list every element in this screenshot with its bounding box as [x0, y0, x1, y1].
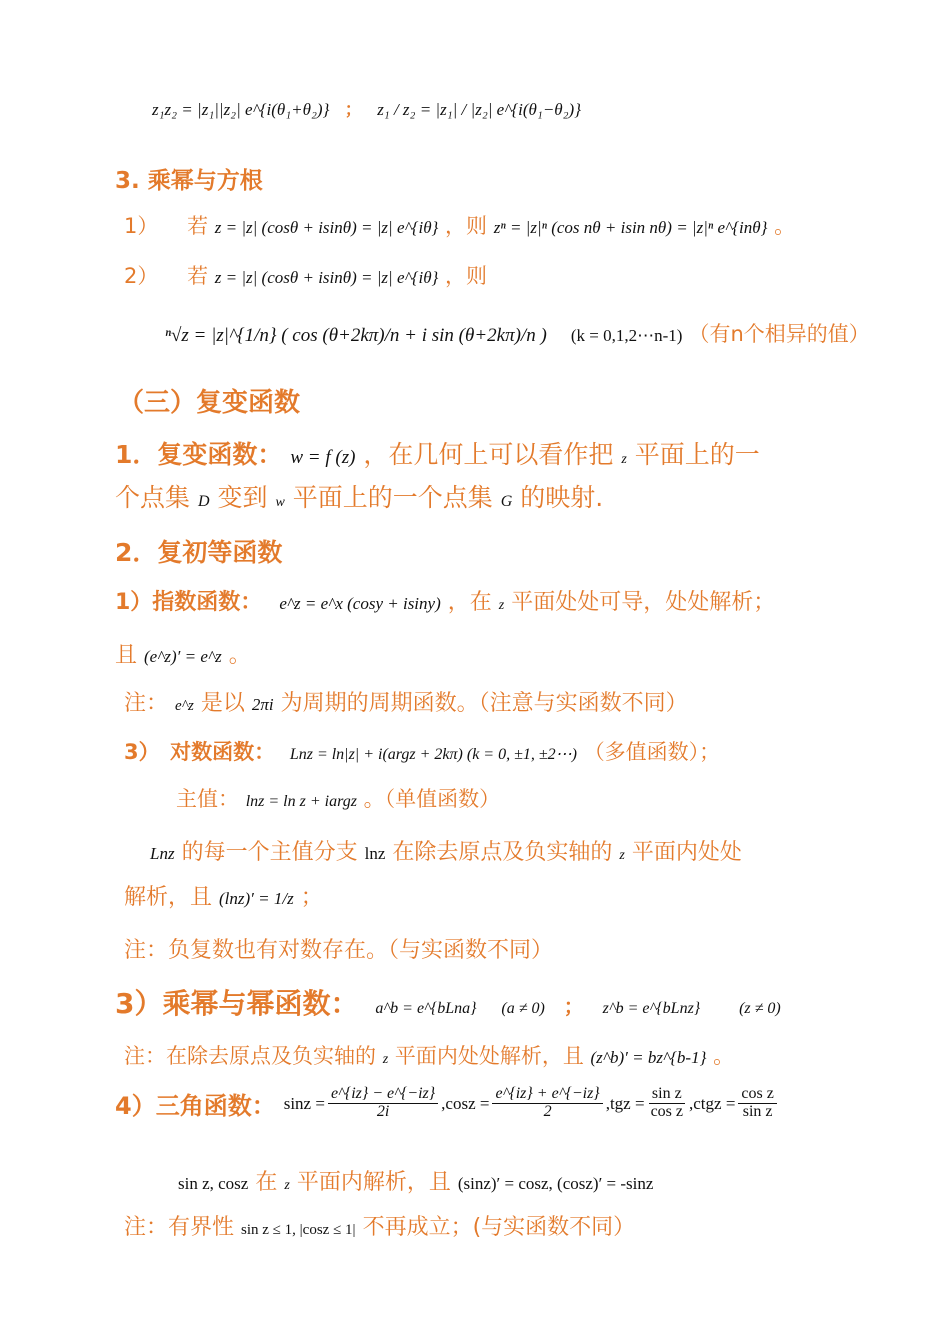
- def1-text-e: 平面上的一个点集: [292, 483, 493, 512]
- exp-note: [124, 686, 688, 717]
- trig-label: 4）三角函数：: [115, 1092, 276, 1120]
- def1-formula: w = f (z): [290, 447, 356, 468]
- exp-note-b: 是以: [200, 691, 245, 716]
- power-note-b: 平面内处处解析，且: [394, 1044, 584, 1068]
- power-note-end: 。: [713, 1044, 735, 1068]
- log-main-label: 主值：: [176, 787, 239, 811]
- trig-note-b: 不再成立；(与实函数不同）: [362, 1215, 636, 1240]
- log-paragraph-line1: [150, 835, 742, 866]
- trig-tg-numerator: sin z: [649, 1086, 685, 1104]
- def1-text-f: 的映射.: [520, 483, 604, 512]
- exp-text-c: 且: [115, 643, 138, 668]
- def1-w: w: [275, 495, 285, 510]
- exp-label: 1）指数函数：: [115, 590, 263, 615]
- exp-line1: [115, 585, 775, 616]
- def1-D: D: [197, 493, 210, 510]
- item-2-pre: 若: [187, 264, 209, 288]
- item-1: [124, 210, 795, 240]
- log-main-value: [176, 783, 500, 813]
- item-1-formula-2: zⁿ = |z|ⁿ (cos nθ + isin nθ) = |z|ⁿ e^{inθ}: [493, 218, 768, 237]
- root-note: （有n个相异的值）: [688, 322, 870, 346]
- power-note-z: z: [382, 1052, 389, 1067]
- item-2: [124, 260, 487, 290]
- log-line1: [124, 736, 720, 766]
- log-paragraph-line2: [124, 880, 323, 911]
- power-line: [115, 982, 781, 1022]
- trig-ctg-numerator: cos z: [738, 1086, 776, 1104]
- log-label: 3） 对数函数：: [124, 740, 276, 764]
- item-1-end: 。: [774, 214, 796, 238]
- def1-z: z: [621, 452, 627, 467]
- def1-G: G: [500, 493, 513, 510]
- trig-ctg-denominator: sin z: [742, 1103, 773, 1120]
- exp-note-c: 为周期的周期函数。（注意与实函数不同）: [280, 691, 688, 716]
- trig-tg-denominator: cos z: [650, 1103, 683, 1120]
- trig-cos-lhs: ,cosz =: [441, 1093, 490, 1113]
- trig-sin-denominator: 2i: [376, 1103, 390, 1120]
- def1-label: 1．复变函数：: [115, 440, 283, 469]
- trig-sin-fraction: [328, 1086, 438, 1121]
- trig-ctg-fraction: [738, 1086, 776, 1121]
- trig-sin-lhs: sinz =: [283, 1093, 325, 1113]
- exp-line2: [115, 638, 251, 669]
- power-sep: ；: [563, 994, 584, 1018]
- log-p-end: ；: [300, 885, 323, 910]
- exp-derivative: (e^z)′ = e^z: [144, 647, 222, 666]
- trig-p-derivative: (sinz)′ = cosz, (cosz)′ = -sinz: [457, 1174, 654, 1193]
- exp-z: z: [498, 598, 505, 613]
- log-p-b: 在除去原点及负实轴的: [392, 840, 613, 865]
- power-note: [124, 1040, 734, 1070]
- def1-text-a: ，在几何上可以看作把: [363, 440, 614, 469]
- product-formula: z₁z₂ = |z₁||z₂| e^{i(θ₁+θ₂)}: [152, 100, 330, 119]
- separator: ；: [344, 100, 362, 120]
- exp-end: 。: [228, 643, 251, 668]
- quotient-formula: z₁ / z₂ = |z₁| / |z₂| e^{i(θ₁−θ₂)}: [377, 100, 582, 119]
- trig-p-funcs: sin z, cosz: [178, 1174, 249, 1193]
- trig-cos-denominator: 2: [543, 1103, 552, 1120]
- power-formula-b: z^b = e^{bLnz}: [602, 1000, 701, 1017]
- log-p-derivative: (lnz)′ = 1/z: [219, 889, 294, 908]
- trig-note-formula: sin z ≤ 1, |cosz ≤ 1|: [241, 1222, 356, 1238]
- item-1-pre: 若: [187, 214, 209, 238]
- trig-note-a: 注：有界性: [124, 1215, 235, 1240]
- root-formula: ⁿ√z = |z|^{1/n} ( cos (θ+2kπ)/n + i sin (θ+2kπ)/n ): [165, 325, 547, 346]
- power-cond-a: (a ≠ 0): [501, 1000, 545, 1017]
- log-formula: Lnz = ln|z| + i(argz + 2kπ) (k = 0, ±1, ±2⋯): [289, 746, 577, 763]
- part-title-complex-functions: （三）复变函数: [118, 388, 301, 418]
- k-condition: (k = 0,1,2⋯n-1): [570, 326, 683, 345]
- root-formula-line: [165, 318, 870, 348]
- power-note-a: 注：在除去原点及负实轴的: [124, 1044, 376, 1068]
- def1-text-c: 个点集: [115, 483, 191, 512]
- power-cond-b: (z ≠ 0): [739, 1000, 781, 1017]
- item-1-formula: z = |z| (cosθ + isinθ) = |z| e^{iθ}: [214, 218, 439, 237]
- log-p-z: z: [619, 848, 625, 863]
- item-2-number: 2）: [124, 264, 159, 288]
- exp-text-b: 平面处处可导，处处解析；: [511, 590, 776, 615]
- formula-line-product: [152, 95, 581, 120]
- trig-cos-fraction: [492, 1086, 602, 1121]
- trig-note: [124, 1210, 635, 1241]
- item-1-number: 1）: [124, 214, 159, 238]
- trig-line: [115, 1086, 780, 1121]
- power-formula-a: a^b = e^{bLna}: [375, 1000, 477, 1017]
- item-1-mid: ，则: [445, 214, 488, 238]
- def1-line2: [115, 478, 603, 514]
- exp-formula: e^z = e^x (cosy + isiny): [279, 594, 441, 613]
- power-note-derivative: (z^b)′ = bz^{b-1}: [590, 1048, 707, 1067]
- log-main-note: 。（单值函数）: [363, 787, 501, 811]
- exp-note-a: 注：: [124, 691, 169, 716]
- trig-sin-numerator: e^{iz} − e^{−iz}: [328, 1086, 438, 1104]
- exp-note-period: 2πi: [251, 695, 274, 714]
- log-p-Lnz: Lnz: [150, 844, 175, 863]
- log-note: （多值函数）；: [583, 740, 721, 764]
- log-main-formula: lnz = ln z + iargz: [245, 793, 357, 810]
- exp-note-ez: e^z: [175, 698, 194, 714]
- section-title-powers-roots: 3. 乘幂与方根: [115, 168, 263, 194]
- log-p-c: 平面内处处: [631, 840, 742, 865]
- power-label: 3）乘幂与幂函数：: [115, 987, 359, 1020]
- trig-tg-lhs: ,tgz =: [605, 1093, 645, 1113]
- trig-p-z: z: [284, 1178, 290, 1193]
- trig-cos-numerator: e^{iz} + e^{−iz}: [492, 1086, 602, 1104]
- item-2-formula: z = |z| (cosθ + isinθ) = |z| e^{iθ}: [214, 268, 439, 287]
- trig-p-b: 平面内解析，且: [296, 1170, 451, 1195]
- log-note-2: 注：负复数也有对数存在。（与实函数不同）: [124, 938, 554, 963]
- def2-label: 2．复初等函数: [115, 538, 283, 567]
- log-p-d: 解析，且: [124, 885, 213, 910]
- def1-line1: [115, 435, 760, 471]
- exp-text-a: ，在: [447, 590, 492, 615]
- trig-paragraph: [178, 1165, 653, 1196]
- trig-p-a: 在: [255, 1170, 278, 1195]
- def1-text-d: 变到: [217, 483, 268, 512]
- trig-tg-fraction: [648, 1086, 686, 1121]
- item-2-mid: ，则: [445, 264, 488, 288]
- def1-text-b: 平面上的一: [634, 440, 760, 469]
- trig-ctg-lhs: ,ctgz =: [689, 1093, 736, 1113]
- log-p-lnz: lnz: [364, 844, 386, 863]
- log-p-a: 的每一个主值分支: [181, 840, 358, 865]
